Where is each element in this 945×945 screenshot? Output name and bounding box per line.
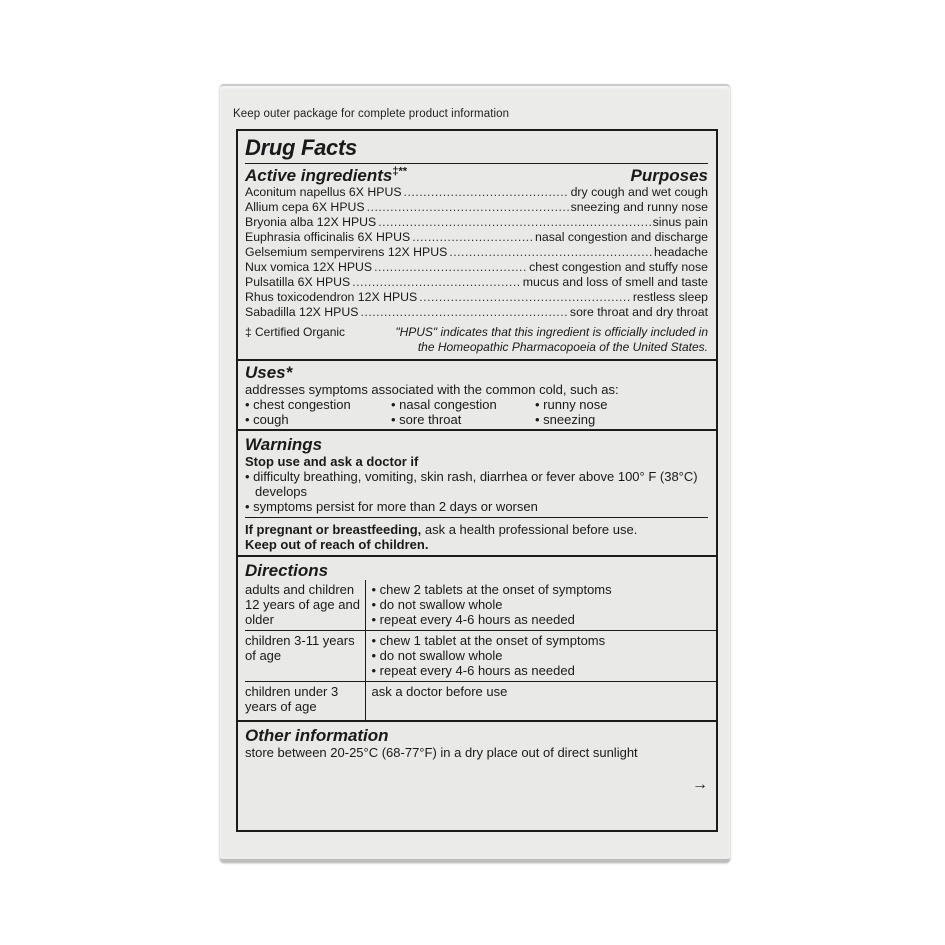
age-group: children under 3 years of age — [245, 682, 365, 721]
leader-dots — [449, 245, 652, 260]
other-information-heading: Other information — [245, 726, 389, 745]
stop-use-heading: Stop use and ask a doctor if — [245, 454, 419, 469]
drug-facts-panel — [236, 129, 718, 832]
ingredients-list — [245, 185, 708, 320]
ingredient-row — [245, 215, 708, 230]
ingredient-purpose: sore throat and dry throat — [569, 305, 708, 319]
ingredients-footnote — [245, 325, 708, 355]
ingredient-name: Bryonia alba 12X HPUS — [245, 215, 377, 229]
age-group: adults and children 12 years of age and older — [245, 580, 365, 631]
use-item: • cough — [245, 412, 391, 427]
ingredient-name: Rhus toxicodendron 12X HPUS — [245, 290, 418, 304]
warnings-divider — [245, 517, 708, 518]
ingredient-purpose: sinus pain — [652, 215, 708, 229]
leader-dots — [412, 230, 533, 245]
leader-dots — [374, 260, 527, 275]
instruction-item: • do not swallow whole — [372, 648, 717, 663]
directions-table — [245, 580, 716, 720]
ingredient-name: Allium cepa 6X HPUS — [245, 200, 365, 214]
warnings-heading: Warnings — [245, 435, 323, 454]
leader-dots — [378, 215, 650, 230]
ingredient-row — [245, 260, 708, 275]
ingredient-row — [245, 230, 708, 245]
uses-heading: Uses* — [245, 363, 293, 382]
active-ingredients-section — [238, 131, 716, 361]
certified-organic-note: ‡ Certified Organic — [245, 325, 346, 339]
leader-dots — [352, 275, 521, 290]
ingredient-purpose: mucus and loss of smell and taste — [522, 275, 708, 289]
instructions: ask a doctor before use — [365, 682, 716, 721]
pregnancy-warning — [245, 522, 708, 537]
ingredient-row — [245, 200, 708, 215]
directions-row — [245, 631, 716, 682]
ingredient-name: Aconitum napellus 6X HPUS — [245, 185, 402, 199]
keep-out-of-reach: Keep out of reach of children. — [245, 537, 429, 552]
active-ingredients-heading — [245, 167, 407, 185]
warnings-section — [238, 431, 716, 557]
title-divider — [245, 163, 708, 164]
package-note: Keep outer package for complete product information — [233, 108, 510, 120]
pregnancy-warning-bold: If pregnant or breastfeeding, — [245, 522, 422, 537]
leader-dots — [360, 305, 567, 320]
ingredient-purpose: restless sleep — [632, 290, 708, 304]
warning-item: • symptoms persist for more than 2 days or worsen — [245, 499, 708, 514]
use-item: • nasal congestion — [391, 397, 535, 412]
warning-item: • difficulty breathing, vomiting, skin rash, diarrhea or fever above 100° F (38°C) develops — [245, 469, 708, 499]
active-ingredients-label: Active ingredients — [245, 166, 393, 185]
leader-dots — [367, 200, 569, 215]
hpus-note: "HPUS" indicates that this ingredient is officially included in the Homeopathic Pharmacopoeia of the United States. — [395, 325, 708, 354]
other-information-section — [238, 722, 716, 800]
ingredient-purpose: sneezing and runny nose — [570, 200, 708, 214]
instructions — [365, 580, 716, 631]
ingredient-name: Euphrasia officinalis 6X HPUS — [245, 230, 411, 244]
instruction-item: • do not swallow whole — [372, 597, 717, 612]
ingredient-name: Nux vomica 12X HPUS — [245, 260, 373, 274]
use-item: • chest congestion — [245, 397, 391, 412]
instruction-item: • chew 2 tablets at the onset of symptoms — [372, 582, 717, 597]
ingredient-purpose: dry cough and wet cough — [570, 185, 708, 199]
continue-arrow-icon: → — [692, 776, 708, 793]
drug-facts-title: Drug Facts — [245, 135, 357, 160]
ingredient-name: Sabadilla 12X HPUS — [245, 305, 359, 319]
uses-section — [238, 361, 716, 431]
storage-text: store between 20-25°C (68-77°F) in a dry place out of direct sunlight — [245, 745, 638, 760]
ingredient-row — [245, 290, 708, 305]
leader-dots — [419, 290, 631, 305]
instruction-item: • chew 1 tablet at the onset of symptoms — [372, 633, 717, 648]
ingredient-name: Gelsemium sempervirens 12X HPUS — [245, 245, 448, 259]
use-item: • runny nose — [535, 397, 708, 412]
ingredient-row — [245, 185, 708, 200]
ingredient-row — [245, 275, 708, 290]
product-box-back — [220, 84, 730, 862]
directions-section — [238, 557, 716, 722]
instruction-item: • repeat every 4-6 hours as needed — [372, 663, 717, 678]
leader-dots — [404, 185, 569, 200]
directions-heading: Directions — [245, 561, 329, 580]
directions-row — [245, 682, 716, 721]
ingredient-name: Pulsatilla 6X HPUS — [245, 275, 351, 289]
directions-row — [245, 580, 716, 631]
uses-intro: addresses symptoms associated with the common cold, such as: — [245, 382, 619, 397]
use-item: • sneezing — [535, 412, 708, 427]
ingredient-purpose: headache — [653, 245, 708, 259]
ingredient-row — [245, 305, 708, 320]
age-group: children 3-11 years of age — [245, 631, 365, 682]
ingredient-row — [245, 245, 708, 260]
ingredient-purpose: nasal congestion and discharge — [535, 230, 708, 244]
instructions — [365, 631, 716, 682]
ingredient-purpose: chest congestion and stuffy nose — [529, 260, 708, 274]
uses-list — [245, 397, 708, 429]
pregnancy-warning-text: ask a health professional before use. — [421, 522, 638, 537]
instruction-item: • repeat every 4-6 hours as needed — [372, 612, 717, 627]
purposes-heading: Purposes — [630, 166, 708, 185]
use-item: • sore throat — [391, 412, 535, 427]
ingredients-header — [245, 167, 708, 185]
heading-marks: ‡** — [392, 165, 408, 178]
